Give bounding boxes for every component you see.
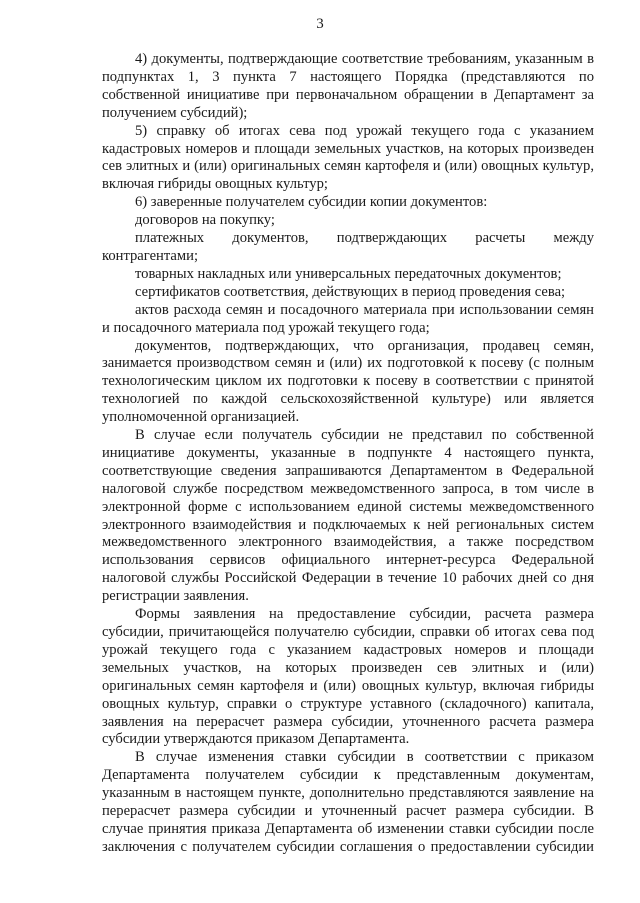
paragraph-forms: Формы заявления на предоставление субсидии, расчета размера субсидии, причитающейся получателю субсидии, справки об итогах сева под урожай текущего года с указанием кадастровых номеров и площади земельных участков, на которых произведен сев элитных и (или) оригинальных семян картофеля и (или) овощных культур, включая гибриды овощных культур, справки о структуре уставного (складочного) капитала, заявления на перерасчет размера субсидии, уточненного расчета размера субсидии утверждаются приказом Департамента. xyxy=(102,606,594,748)
paragraph-seller-docs: документов, подтверждающих, что организация, продавец семян, занимается производством семян и (или) их подготовкой к посеву (с полным технологическим циклом их подготовки к посеву в соответствии с принятой технологией по каждой сельскохозяйственной культуре) или является уполномоченной организацией. xyxy=(102,337,594,426)
paragraph-item-4: 4) документы, подтверждающие соответствие требованиям, указанным в подпунктах 1, 3 пункта 7 настоящего Порядка (представляются по собственной инициативе при первоначальном обращении в Департамент за получением субсидий); xyxy=(102,51,594,121)
paragraph-interagency-request: В случае если получатель субсидии не представил по собственной инициативе документы, указанные в подпункте 4 настоящего пункта, соответствующие сведения запрашиваются Департаментом в Федеральной налоговой службе посредством межведомственного запроса, в том числе в электронной форме с использованием единой системы межведомственного электронного взаимодействия и подключаемых к ней региональных систем межведомственного электронного взаимодействия, а также посредством использования сервисов официального интернет-ресурса Федеральной налоговой службы Российской Федерации в течение 10 рабочих дней со дня регистрации заявления. xyxy=(102,427,594,605)
paragraph-seed-acts: актов расхода семян и посадочного материала при использовании семян и посадочного материала под урожай текущего года; xyxy=(102,301,594,336)
paragraph-payment-docs: платежных документов, подтверждающих расчеты между контрагентами; xyxy=(102,230,594,264)
paragraph-rate-change: В случае изменения ставки субсидии в соответствии с приказом Департамента получателем субсидии к представленным документам, указанным в настоящем пункте, дополнительно представляются заявление на перерасчет размера субсидии и уточненный расчет размера субсидии. В случае принятия приказа Департамента об изменении ставки субсидии после заключения с получателем субсидии соглашения о предоставлении субсидии xyxy=(102,749,594,855)
page-number: 3 xyxy=(316,16,324,32)
paragraph-invoices: товарных накладных или универсальных передаточных документов; xyxy=(135,265,562,282)
paragraph-item-5: 5) справку об итогах сева под урожай текущего года с указанием кадастровых номеров и площади земельных участков, на которых произведен сев элитных и (или) оригинальных семян картофеля и (или) овощных культур, включая гибриды овощных культур; xyxy=(102,122,594,193)
paragraph-certificates: сертификатов соответствия, действующих в период проведения сева; xyxy=(135,283,566,300)
paragraph-contracts: договоров на покупку; xyxy=(135,212,275,229)
document-body xyxy=(102,51,594,857)
paragraph-item-6: 6) заверенные получателем субсидии копии документов: xyxy=(135,194,488,211)
